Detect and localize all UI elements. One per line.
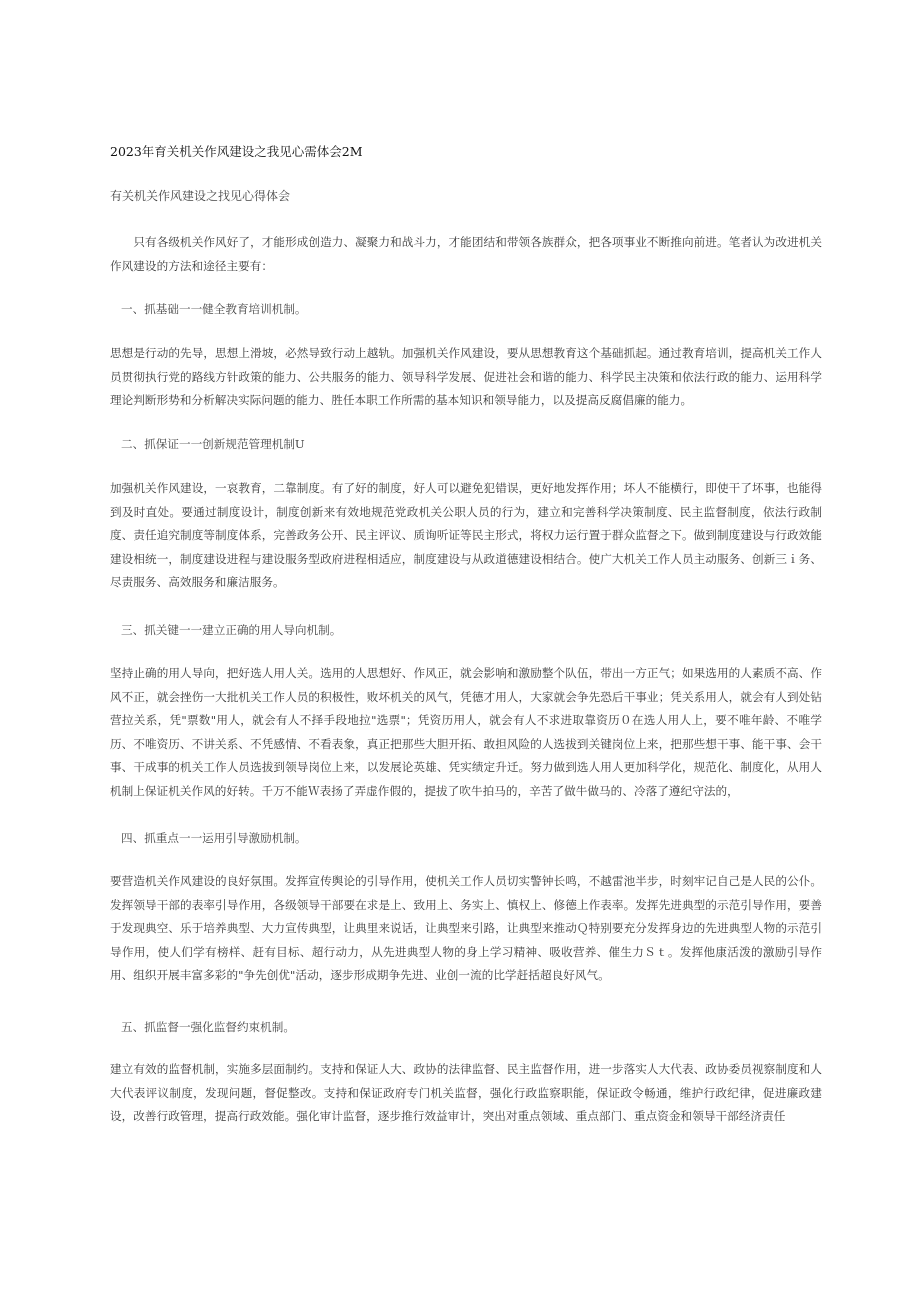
section-2-heading: 二、抓保证一一创新规范管理机制U	[121, 437, 305, 451]
section-4-body: 要营造机关作风建设的良好氛围。发挥宣传舆论的引导作用，使机关工作人员切实警钟长鸣，不越雷池半步，时刻牢记自己是人民的公仆。发挥领导干部的表率引导作用，各级领导干部要在求是上、致用上、务实上、慎权上、修德上作表率。发挥先进典型的示范引导作用，要善于发现典空、乐于培养典型、大力宣传典型，让典里来说话，让典型来引路，让典型来推动Ｑ特别要充分发挥身边的先进典型人物的示范引导作用，使人们学有榜样、赶有目标、超行动力，从先进典型人物的身上学习精神、吸收营养、催生力Ｓｔ。发挥他康活泼的激励引导作用、组织开展丰富多彩的"争先创优"活动，逐步形成期争先进、业创一流的比学赶括超良好风气。	[110, 874, 822, 982]
document-title: 2023年育关机关作风建设之我见心需体会2M	[110, 144, 363, 159]
section-4-heading: 四、抓重点一一运用引导激励机制。	[121, 831, 307, 845]
document-subtitle: 有关机关作风建设之找见心得体会	[110, 189, 291, 203]
section-2-body: 加强机关作风建设，一哀教育，二靠制度。有了好的制度，好人可以避免犯错误，更好地发挥作用；坏人不能横行，即使干了坏事，也能得到及时直处。要通过制度设计，制度创新来有效地规范党政机关公职人员的行为，建立和完善科学决策制度、民主监督制度，依法行政制度、责任追究制度等制度体系，完善政务公开、民主评议、质询听证等民主形式，将权力运行置于群众监督之下。做到制度建设与行政效能建设相统一，制度建设进程与建设服务型政府进程相适应，制度建设与从政道德建设相结合。使广大机关工作人员主动服务、创新三ｉ务、尽责服务、高效服务和廉洁服务。	[110, 481, 822, 589]
section-1-heading: 一、抓基础一一健全教育培训机制。	[121, 302, 307, 316]
section-3-body: 坚持止确的用人导向，把好选人用人关。选用的人思想好、作风正，就会影响和激励整个队伍，带出一方正气；如果选用的人素质不高、作风不正，就会挫伤一大批机关工作人员的积极性，败坏机关的风气，凭德才用人，大家就会争先恐后干事业；凭关系用人，就会有人到处钻营拉关系，凭"票数"用人，就会有人不择手段地拉"选票"；凭资历用人，就会有人不求进取靠资历０在选人用人上，要不唯年龄、不唯学历、不唯资历、不讲关系、不凭感情、不看表象，真正把那些大胆开拓、敢担风险的人选拔到关键岗位上来，把那些想干事、能干事、会干事、干成事的机关工作人员选拔到领导岗位上来，以发展论英雄、凭实绩定升迁。努力做到选人用人更加科学化，规范化、制度化，从用人机制上保证机关作风的好转。千万不能Ｗ表扬了弄虚作假的，提拔了吹牛拍马的，辛苦了做牛做马的、冷落了遵纪守法的，	[110, 666, 822, 798]
section-1-body: 思想是行动的先导，思想上滑坡，必然导致行动上越轨。加强机关作风建设，要从思想教育这个基础抓起。通过教育培训，提高机关工作人员贯彻执行党的路线方针政策的能力、公共服务的能力、领导科学发展、促进社会和谐的能力、科学民主决策和依法行政的能力、运用科学理论判断形势和分析解决实际问题的能力、胜任本职工作所需的基本知识和领导能力，以及提高反腐倡廉的能力。	[110, 346, 822, 407]
intro-paragraph: 只有各级机关作风好了，才能形成创造力、凝聚力和战斗力，才能团结和带领各族群众，把各项事业不断推向前进。笔者认为改进机关作风建设的方法和途径主要有：	[110, 235, 822, 273]
section-5-heading: 五、抓监督一强化监督约束机制。	[121, 1020, 295, 1034]
section-5-body: 建立有效的监督机制，实施多层面制约。支持和保证人大、政协的法律监督、民主监督作用，进一步落实人大代表、政协委员视察制度和人大代表评议制度，发现问题，督促整改。支持和保证政府专门机关监督，强化行政监察职能，保证政令畅通，维护行政纪律，促进廉政建设，改善行政管理，提高行政效能。强化审计监督，逐步推行效益审计，突出对重点领域、重点部门、重点资金和领导干部经济责任	[110, 1062, 822, 1123]
section-3-heading: 三、抓关键一一建立正确的用人导向机制。	[121, 623, 342, 637]
